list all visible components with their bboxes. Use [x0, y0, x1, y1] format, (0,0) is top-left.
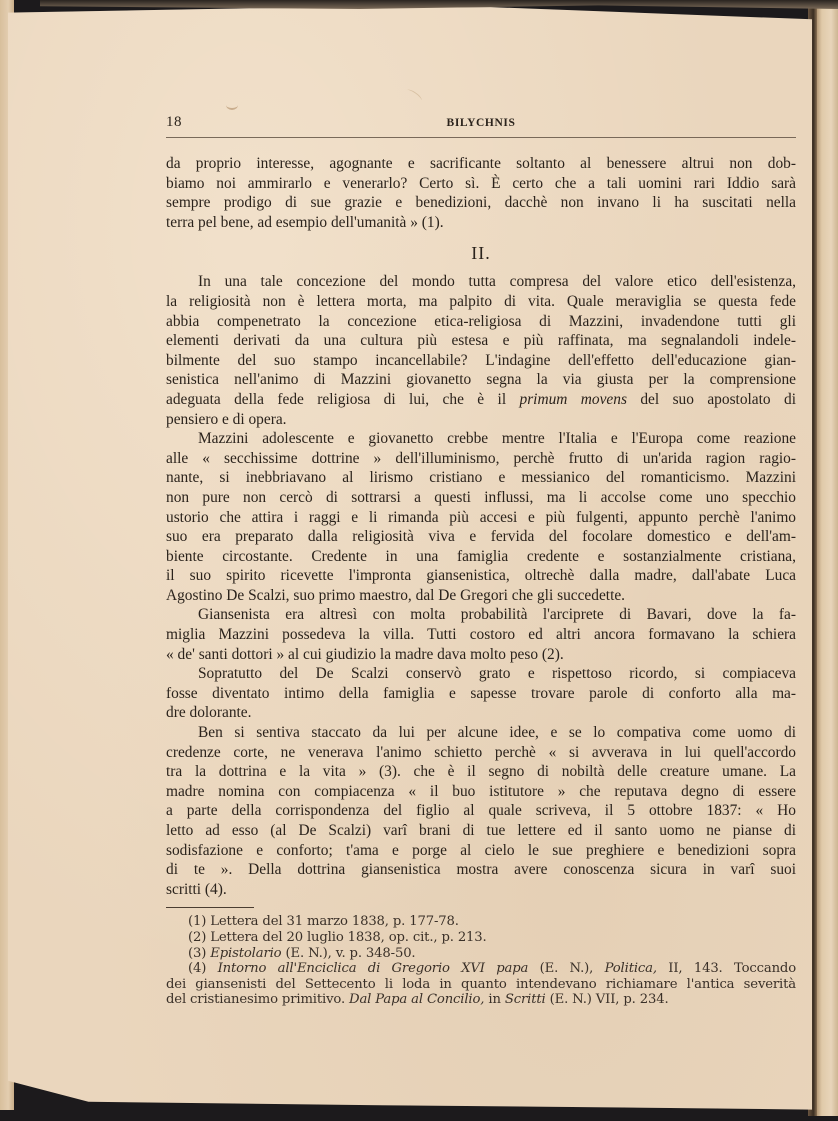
text-segment: del suo apostolato di: [640, 390, 796, 408]
footnote-text: (E. N.), v. p. 348-50.: [285, 945, 416, 961]
text-line: senistica nell'animo di Mazzini giovanetto segna la via giusta per la comprensione: [166, 371, 796, 389]
footnote-4: [166, 961, 796, 1008]
footnote-text: Lettera del 31 marzo 1838, p. 177-78.: [210, 914, 459, 930]
footnote-line: [166, 961, 796, 977]
text-line: miglia Mazzini possedeva la villa. Tutti costoro ed altri ancora formavano la schiera: [166, 626, 796, 644]
text-line: tra la dottrina e la vita » (3). che è il segno di nobiltà delle creature umane. La: [166, 763, 796, 781]
text-line: biamo noi ammirarlo e venerarlo? Certo sì. È certo che a tali uomini rari Iddio sarà: [166, 174, 796, 192]
text-line: madre nomina con compiacenza « il buo istitutore » che reputava degno di essere: [166, 782, 796, 800]
paragraph: [166, 272, 796, 429]
text-line: dre dolorante.: [166, 704, 252, 722]
text-line: In una tale concezione del mondo tutta compresa del valore etico dell'esistenza,: [198, 273, 796, 291]
paragraph: [166, 154, 796, 232]
text-line: il suo spirito ricevette l'impronta giansenistica, oltrechè dalla madre, dall'abate Luca: [166, 567, 796, 585]
text-line: terra pel bene, ad esempio dell'umanità » (1).: [166, 213, 444, 231]
footnote-2: [166, 930, 796, 946]
footnote-mark: (2): [188, 929, 207, 945]
text-line: a parte della corrispondenza del figlio al quale scriveva, il 5 ottobre 1837: « Ho: [166, 802, 796, 820]
text-line: biente circostante. Credente in una famiglia credente e sostanzialmente cristiana,: [166, 547, 796, 565]
footnote-mark: (1): [188, 914, 207, 930]
text-line: la religiosità non è lettera morta, ma palpito di vita. Quale meraviglia se questa fede: [166, 292, 796, 310]
footnote-rule: [166, 907, 254, 908]
footnote-text: Lettera del 20 luglio 1838, op. cit., p. 213.: [210, 929, 487, 945]
text-line: elementi derivati da una cultura più estesa e più raffinata, ma segnalandoli indele-: [166, 332, 796, 350]
footnote-italic: Intorno all'Enciclica di Gregorio XVI papa: [217, 961, 529, 977]
text-line: alle « secchissime dottrine » dell'illuminismo, perchè frutto di un'arida ragion ragio-: [166, 449, 796, 467]
footnote-text: II, 143. Toccando: [668, 961, 796, 977]
page-content: [166, 112, 796, 1008]
text-line: pensiero e di opera.: [166, 410, 287, 428]
running-head: [166, 112, 796, 134]
footnote-mark: (3): [188, 945, 207, 961]
paper-stain: [226, 100, 238, 110]
page-number: 18: [166, 114, 182, 130]
journal-title: BILYCHNIS: [446, 117, 516, 129]
footnote-line: [166, 992, 796, 1008]
text-line: credenze corte, ne venerava l'animo schietto perchè « si avverava in lui quell'accordo: [166, 743, 796, 761]
text-line: Giansenista era altresì con molta probabilità l'arciprete di Bavari, dove la fa-: [198, 606, 796, 624]
footnote-italic: Epistolario: [210, 945, 282, 961]
text-line: letto ad esso (al De Scalzi) varî brani di tue lettere ed il santo uomo ne pianse di: [166, 822, 796, 839]
footnotes: [166, 914, 796, 1008]
top-dark-edge: [40, 0, 838, 9]
text-line: di te ». Della dottrina giansenistica mostra avere conoscenza sicura in varî suoi: [166, 861, 796, 879]
text-line: Mazzini adolescente e giovanetto crebbe mentre l'Italia e l'Europa come reazione: [198, 430, 796, 448]
footnote-text: (E. N.) VII, p. 234.: [549, 992, 669, 1008]
text-line: bilmente del suo stampo incancellabile? L'indagine dell'effetto dell'educazione gian-: [166, 351, 796, 369]
text-line: non pure non cercò di sottrarsi a questi influssi, ma li accolse come uno specchio: [166, 488, 796, 506]
footnote-text: (E. N.),: [539, 961, 594, 977]
footnote-italic: Dal Papa al Concilio,: [349, 992, 485, 1008]
text-line: Sopratutto del De Scalzi conservò grato e rispettoso ricordo, si compiaceva: [198, 665, 796, 683]
text-line: sodisfazione e conforto; t'ama e porge al cielo le sue preghiere e benedizioni sopra: [166, 841, 796, 859]
footnote-text: in: [488, 992, 501, 1008]
right-page-edge: [815, 8, 838, 1116]
text-line: abbia compenetrato la concezione etica-religiosa di Mazzini, invadendone tutti gli: [166, 312, 796, 330]
section-heading: II.: [471, 243, 491, 264]
text-line: [166, 390, 796, 410]
footnote-text: del cristianesimo primitivo.: [166, 992, 345, 1008]
paragraph: [166, 664, 796, 723]
text-line: scritti (4).: [166, 880, 227, 898]
footnote-italic: Scritti: [504, 992, 546, 1008]
footnote-italic: Politica,: [604, 961, 657, 977]
paragraph: [166, 429, 796, 605]
text-line: ustorio che attira i raggi e li rimanda più accesi e più fulgenti, appunto perchè l'animo: [166, 508, 796, 526]
text-line: sempre prodigo di sue grazie e benedizioni, dacchè non invano li ha suscitati nella: [166, 194, 796, 212]
text-line: da proprio interesse, agognante e sacrificante soltanto al benessere altrui non dob-: [166, 155, 796, 172]
header-rule: [166, 137, 796, 138]
text-line: suo era preparato dalla religiosità viva e fervida del focolare domestico e dell'am-: [166, 528, 796, 546]
footnote-1: [166, 914, 796, 930]
footnote-line: dei giansenisti del Settecento li loda in quanto intendevano richiamare l'antica severità: [166, 976, 796, 992]
text-line: « de' santi dottori » al cui giudizio la madre dava molto peso (2).: [166, 645, 564, 663]
footnote-mark: (4): [188, 961, 207, 977]
body-text: [166, 154, 796, 899]
footnote-3: [166, 946, 796, 962]
paragraph: [166, 605, 796, 664]
text-line: fosse diventato intimo della famiglia e sapesse trovare parole di conforto alla ma-: [166, 684, 796, 702]
text-line: nante, si inebbriavano al lirismo cristiano e messianico del romanticismo. Mazzini: [166, 469, 796, 487]
italic-phrase: primum movens: [519, 390, 627, 408]
text-segment: adeguata della fede religiosa di lui, che è il: [166, 390, 507, 408]
paragraph: [166, 723, 796, 899]
text-line: Agostino De Scalzi, suo primo maestro, dal De Gregori che gli succedette.: [166, 586, 626, 604]
text-line: Ben si sentiva staccato da lui per alcune idee, e se lo compativa come uomo di: [198, 724, 796, 742]
